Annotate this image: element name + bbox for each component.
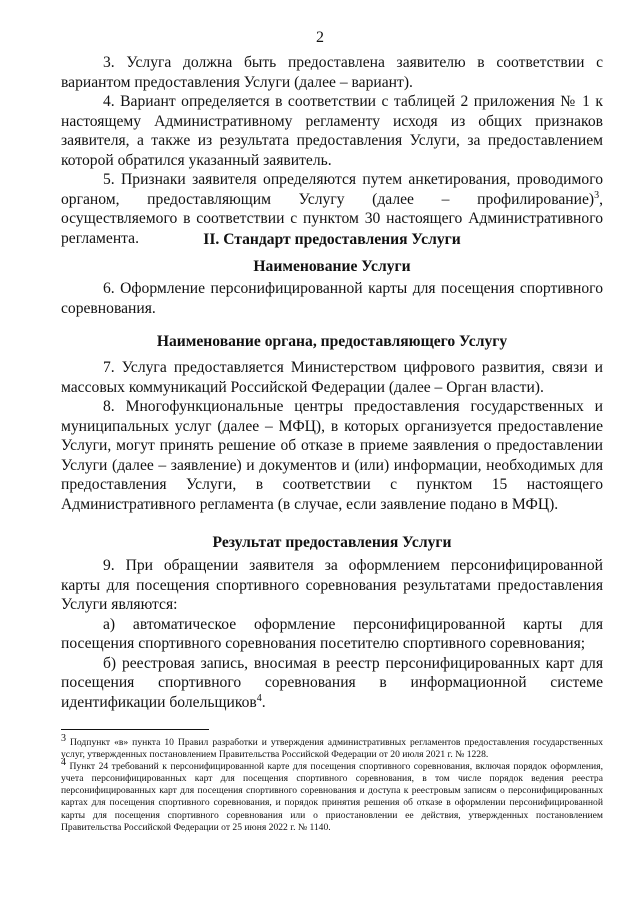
paragraph-9b [61,654,603,713]
paragraph-4: 4. Вариант определяется в соответствии с таблицей 2 приложения № 1 к настоящему Административному регламенту исходя из общих признаков заявителя, а также из результата предоставления Услуги, за предоставлением которой обратился указанный заявитель. [61,93,603,169]
section-title: II. Стандарт предоставления Услуги [203,231,461,248]
paragraph-9b-text: б) реестровая запись, вносимая в реестр персонифицированных карт для посещения спортивного соревнования в информационной системе идентификации болельщиков [61,654,603,711]
paragraph-5-text: 5. Признаки заявителя определяются путем анкетирования, проводимого органом, предоставляющим Услугу (далее – профилирование) [61,171,603,208]
footnote-mark-4: 4 [61,757,66,768]
footnote-3-text: Подпункт «в» пункта 10 Правил разработки и утверждения административных регламентов предоставления государственных услуг, утвержденных постановлением Правительства Российской Федерации от 20 июля 2021 г. № 1228. [61,737,603,761]
footnote-3 [61,732,603,761]
footnote-mark-3: 3 [61,732,66,744]
footnote-4-text: Пункт 24 требований к персонифицированной карте для посещения спортивного соревнования, включая порядок оформления, учета персонифицированных карт для посещения спортивного соревнования, в том числе порядок ведения реестра персонифицированных карт для посещения спортивного соревнования и доступа к реестровым записям о персонифицированных картах для посещения спортивного соревнования, и порядок принятия решения об отказе в оформлении персонифицированной карты для посещения спортивного соревнования или о приостановлении ее действия, утвержденных постановлением Правительства Российской Федерации от 25 июня 2022 г. № 1140. [61,761,603,833]
paragraph-9: 9. При обращении заявителя за оформлением персонифицированной карты для посещения спортивного соревнования результатами предоставления Услуги являются: [61,557,603,613]
footnote-ref-4: 4 [256,692,262,704]
footnote-4 [61,757,603,834]
paragraphs-3-4 [61,53,603,248]
heading-organ: Наименование органа, предоставляющего Услугу [156,333,508,350]
paragraph-6-block [61,279,603,318]
heading-result: Результат предоставления Услуги [212,534,452,551]
paragraph-5-tail: , осуществляемого в соответствии с пунктом 30 настоящего Административного регламента. [61,190,603,247]
paragraph-6: 6. Оформление персонифицированной карты для посещения спортивного соревнования. [61,280,603,317]
paragraph-8: 8. Многофункциональные центры предоставления государственных и муниципальных услуг (далее – МФЦ), в которых организуется предоставление Услуги, могут принять решение об отказе в приеме заявления о предоставлении Услуги (далее – заявление) и документов и (или) информации, необходимых для предоставления Услуги, в соответствии с пунктом 15 настоящего Административного регламента (в случае, если заявление подано в МФЦ). [61,398,603,513]
footnotes [61,732,603,834]
paragraphs-9 [61,556,603,712]
paragraph-7: 7. Услуга предоставляется Министерством цифрового развития, связи и массовых коммуникаций Российской Федерации (далее – Орган власти). [61,359,603,396]
paragraph-9b-tail: . [261,693,266,711]
heading-service-name: Наименование Услуги [253,258,411,275]
footnote-separator [61,729,209,730]
paragraph-9a: а) автоматическое оформление персонифицированной карты для посещения спортивного соревнования посетителю спортивного соревнования; [61,615,603,652]
footnote-ref-3: 3 [594,189,600,201]
paragraphs-7-8 [61,358,603,514]
page-number: 2 [316,29,324,46]
paragraph-3: 3. Услуга должна быть предоставлена заявителю в соответствии с вариантом предоставления Услуги (далее – вариант). [61,54,603,91]
